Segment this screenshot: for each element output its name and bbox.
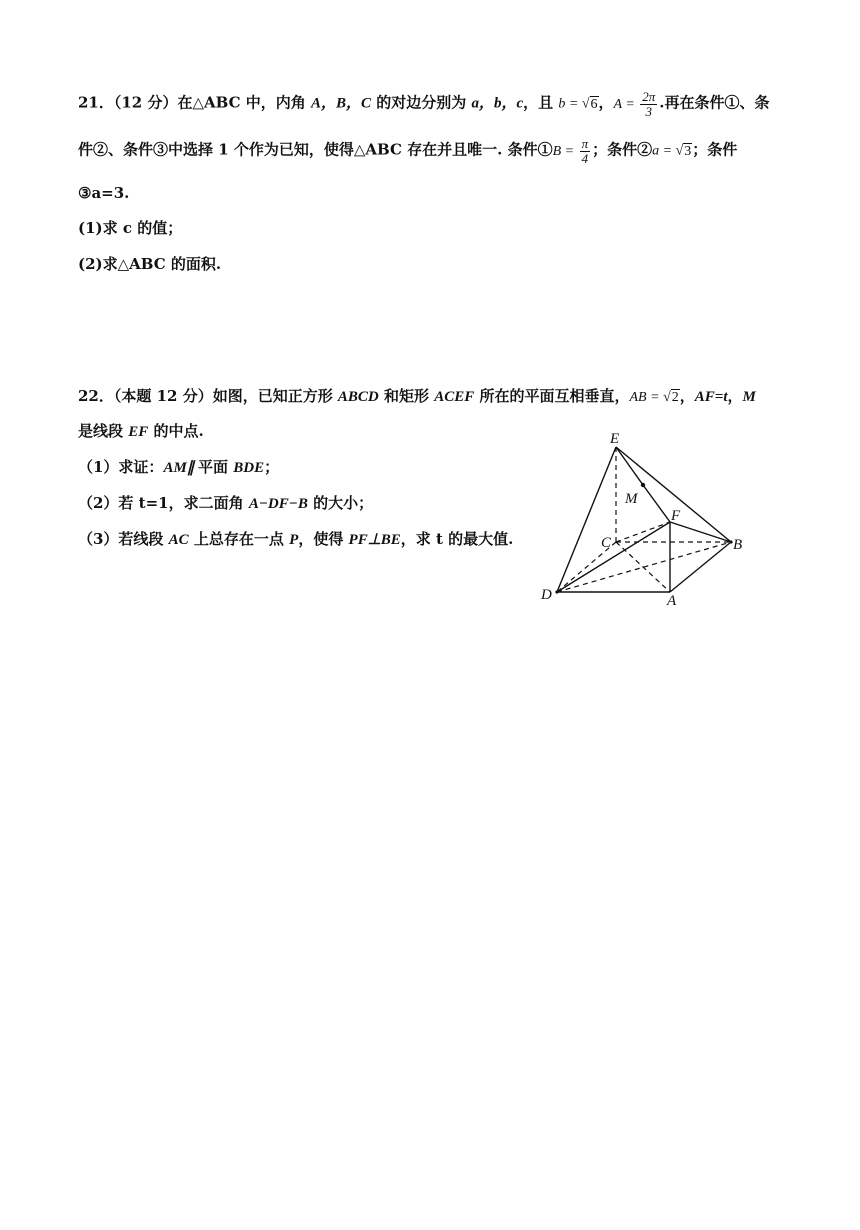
B-lhs: B = [552, 143, 578, 159]
AB-lhs: AB = [629, 390, 664, 405]
rectangle-name: ACEF [434, 389, 475, 405]
q21-text: ；条件② [592, 140, 653, 159]
q21-text: 的对边分别为 [371, 93, 472, 112]
edge-M-F [643, 485, 670, 522]
q21-part-1 [78, 217, 182, 239]
label-M: M [625, 491, 638, 507]
square-name: ABCD [337, 389, 379, 405]
segment-AC: AC [168, 532, 189, 548]
q21-condition-3: ③a=3. [78, 184, 130, 202]
q22-text: ，求 t 的最大值. [400, 530, 514, 548]
label-F: F [671, 508, 681, 524]
q22-sub-2 [78, 492, 373, 515]
edge-A-B [670, 542, 731, 592]
sqrt-2: √2 [663, 390, 679, 405]
sqrt-6-radicand: 6 [590, 96, 598, 112]
A-lhs: A = [613, 96, 639, 112]
label-E: E [610, 431, 620, 447]
fraction-2pi-3 [640, 90, 657, 119]
point-P: P [289, 532, 299, 548]
q21-side-vars: a，b，c [471, 95, 524, 112]
q21-text: .再在条件①、条 [659, 93, 770, 112]
b-lhs: b = [558, 96, 582, 112]
q22-text: 平面 [198, 458, 234, 476]
q22-text: ， [727, 387, 743, 405]
edge-F-D [557, 522, 670, 592]
q21-text: ；条件 [692, 140, 738, 159]
q21-angle-vars: A，B，C [310, 95, 371, 112]
q22-text: 的大小； [307, 494, 374, 512]
q22-text: 和矩形 [378, 387, 435, 405]
fraction-denominator: 3 [645, 104, 653, 119]
q22-text: 22．（本题 12 分）如图，已知正方形 [78, 387, 338, 405]
fraction-denominator: 4 [581, 151, 589, 166]
q22-text: ，使得 [298, 530, 349, 548]
sqrt-6: √6 [581, 96, 598, 112]
edge-E-D [557, 447, 616, 592]
AB-equals-expr [630, 389, 680, 405]
sqrt-3-radicand: 3 [684, 143, 692, 159]
q21-text: ， [598, 93, 614, 112]
label-B: B [733, 537, 743, 553]
fraction-numerator: 2π [642, 89, 656, 104]
edge-E-M [616, 447, 643, 485]
q21-part-1-text: (1)求 c 的值； [78, 219, 183, 237]
q22-sub-1 [78, 456, 279, 479]
AF-equals-t: AF=t [694, 389, 728, 405]
hidden-edge-C-F [616, 522, 670, 542]
AM-parallel: AM∥ [163, 460, 199, 476]
a-equals-expr [652, 143, 692, 159]
q22-text: 的中点. [148, 422, 204, 440]
hidden-edge-C-D [557, 542, 616, 592]
q22-sub-3 [78, 528, 513, 551]
q22-text: 所在的平面互相垂直， [474, 387, 630, 405]
point-M: M [742, 389, 756, 405]
PF-perp-BE: PF⊥BE [348, 532, 401, 548]
q22-line-1 [78, 385, 756, 409]
hidden-edge-D-B [557, 542, 731, 592]
plane-BDE: BDE [233, 460, 265, 476]
hidden-edge-C-A [616, 542, 670, 592]
q22-sub-2-prefix: （2）若 t=1，求二面角 [78, 494, 249, 512]
point-D-dot [555, 590, 558, 593]
B-equals-expr [552, 136, 593, 166]
q22-text: ， [679, 387, 695, 405]
fraction-pi-4 [580, 137, 591, 166]
edge-F-B [670, 522, 731, 542]
point-B-dot [729, 540, 732, 543]
sqrt-3: √3 [675, 143, 692, 159]
q22-sub-1-prefix: （1）求证： [78, 458, 164, 476]
q21-text: 21．（12 分）在△ABC 中，内角 [78, 93, 311, 112]
q21-part-2-text: (2)求△ABC 的面积. [78, 255, 222, 273]
a-lhs: a = [652, 143, 676, 159]
b-equals-expr [558, 96, 598, 112]
q22-text: 是线段 [78, 422, 129, 440]
q21-line-1 [78, 90, 770, 119]
label-A: A [667, 593, 677, 609]
q21-text: ，且 [523, 93, 559, 112]
label-C: C [601, 535, 612, 551]
q21-line-3 [78, 182, 129, 204]
q21-text: 件②、条件③中选择 1 个作为已知，使得△ABC 存在并且唯一. 条件① [78, 140, 553, 159]
q21-part-2 [78, 253, 221, 275]
q21-line-2 [78, 137, 737, 166]
segment-EF: EF [128, 424, 149, 440]
label-D: D [541, 587, 552, 603]
q22-text: ； [264, 458, 280, 476]
point-M-dot [641, 483, 645, 487]
q22-line-2 [78, 420, 204, 443]
fraction-numerator: π [581, 136, 589, 151]
q22-text: 上总存在一点 [188, 530, 290, 548]
dihedral-angle: A−DF−B [248, 496, 308, 512]
q22-sub-3-prefix: （3）若线段 [78, 530, 169, 548]
edge-E-B [616, 447, 731, 542]
sqrt-2-radicand: 2 [671, 390, 679, 405]
